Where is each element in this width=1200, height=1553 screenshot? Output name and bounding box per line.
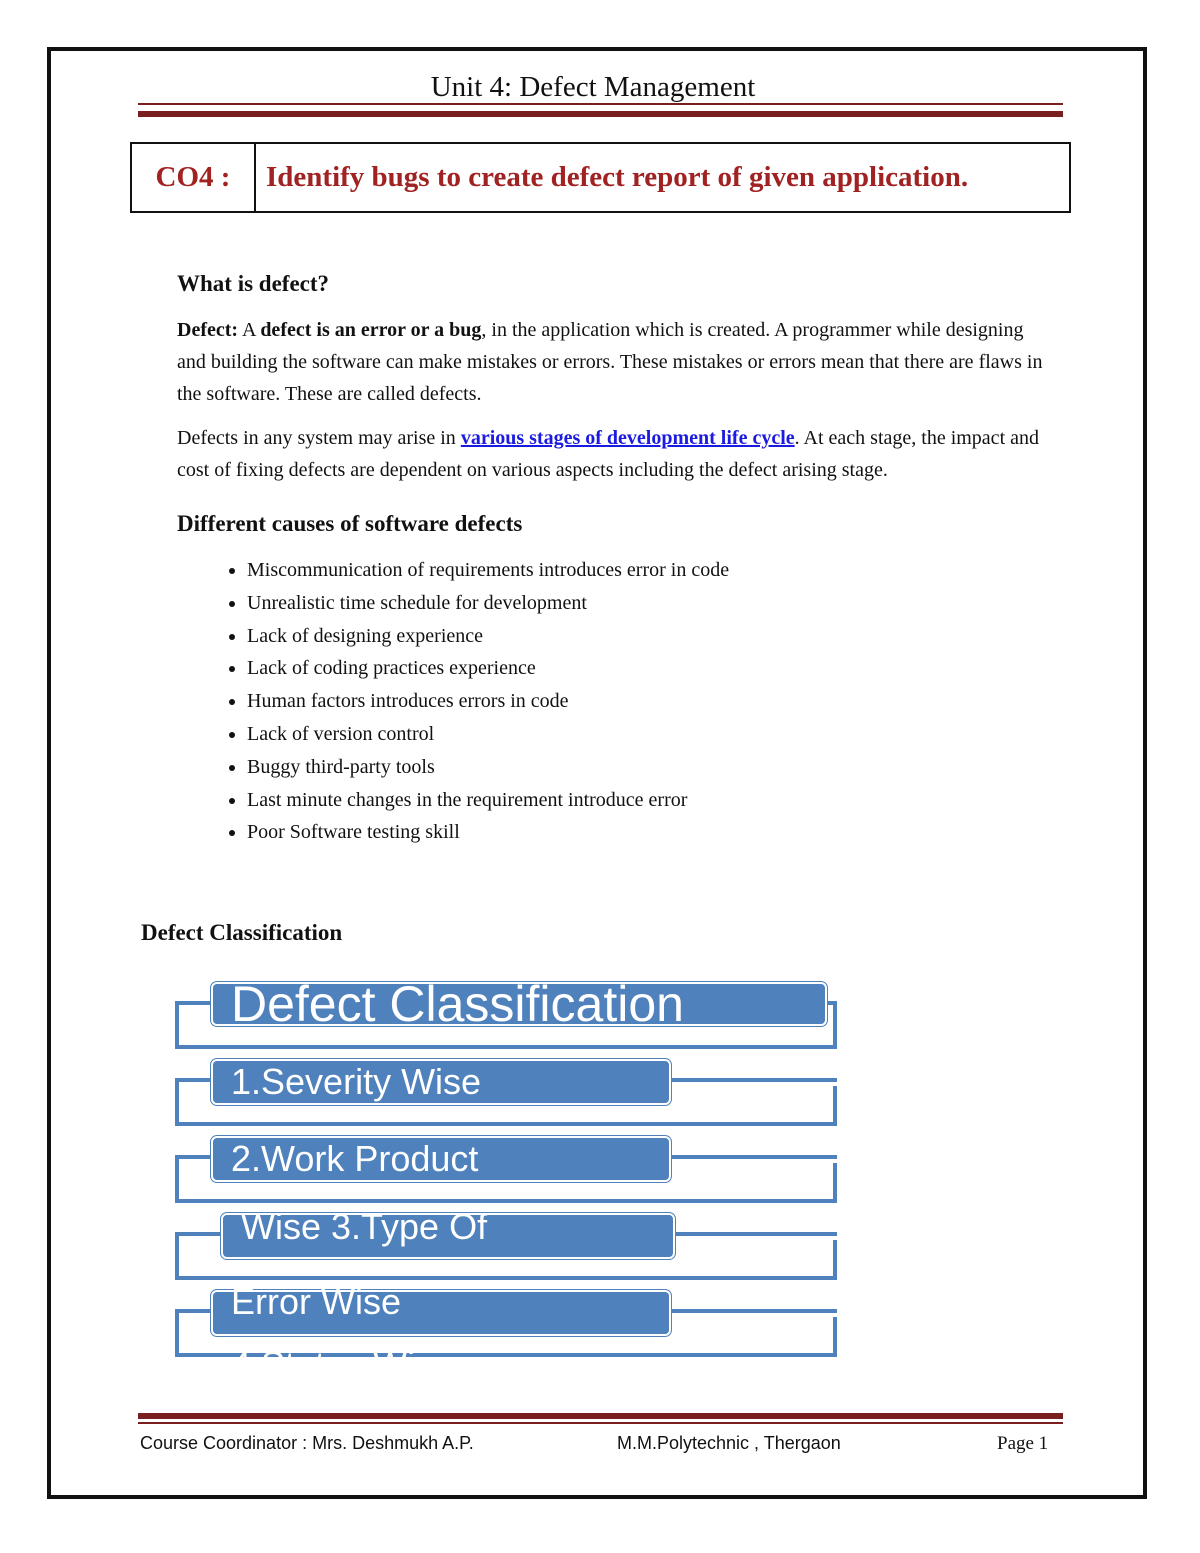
diagram-connector <box>673 1232 837 1236</box>
diagram-item-error-wise: Error Wise <box>211 1290 671 1336</box>
footer-page-number: Page 1 <box>997 1433 1049 1454</box>
diagram-item-severity: 1.Severity Wise <box>211 1059 671 1105</box>
defect-stages-paragraph <box>177 422 1057 486</box>
footer-institute: M.M.Polytechnic , Thergaon <box>617 1433 841 1453</box>
diagram-connector <box>175 1078 213 1082</box>
defect-definition-paragraph <box>177 314 1057 410</box>
list-item: • Lack of designing experience <box>247 620 1057 653</box>
causes-heading: Different causes of software defects <box>177 511 523 536</box>
diagram-item-type-of-error: Wise 3.Type Of <box>221 1213 675 1259</box>
footer-coordinator: Course Coordinator : Mrs. Deshmukh A.P. <box>140 1433 474 1453</box>
main-content <box>177 268 1057 849</box>
defect-def-rest: , in the application which is created. A programmer while designing and building the software can make mistakes or errors. These mistakes or errors mean that there are flaws in the software. These are called defects. <box>177 319 1043 405</box>
what-is-defect-heading: What is defect? <box>177 271 330 296</box>
footer-rule-thick <box>138 1413 1063 1419</box>
defect-def-connector: A <box>238 319 261 341</box>
header-rule-thin <box>138 103 1063 105</box>
diagram-connector <box>669 1078 837 1082</box>
defect-term: Defect: <box>177 319 239 341</box>
course-outcome-text: Identify bugs to create defect report of given application. <box>266 161 969 193</box>
footer-rule-thin <box>138 1422 1063 1424</box>
classification-heading: Defect Classification <box>141 920 343 945</box>
list-item: • Human factors introduces errors in code <box>247 685 1057 718</box>
classification-diagram <box>173 976 843 1385</box>
list-item: • Unrealistic time schedule for development <box>247 587 1057 620</box>
diagram-connector <box>669 1309 837 1313</box>
list-item: • Lack of coding practices experience <box>247 652 1057 685</box>
list-item: • Poor Software testing skill <box>247 816 1057 849</box>
diagram-connector <box>669 1155 837 1159</box>
course-outcome-label: CO4 : <box>132 144 256 211</box>
diagram-title-box: Defect Classification <box>211 982 827 1026</box>
defect-stages-rest: . At each stage, the impact and cost of fixing defects are dependent on various aspects including the defect arising stage. <box>177 427 1039 481</box>
diagram-item-work-product: 2.Work Product <box>211 1136 671 1182</box>
development-life-cycle-link[interactable]: various stages of development life cycle <box>460 427 795 449</box>
list-item: • Last minute changes in the requirement introduce error <box>247 784 1057 817</box>
diagram-connector <box>175 1232 223 1236</box>
list-item: • Miscommunication of requirements introduces error in code <box>247 554 1057 587</box>
list-item: • Buggy third-party tools <box>247 751 1057 784</box>
diagram-connector <box>175 1001 213 1005</box>
list-item: • Lack of version control <box>247 718 1057 751</box>
defect-stages-start: Defects in any system may arise in <box>177 427 461 449</box>
course-outcome-box <box>130 142 1071 213</box>
defect-def-bold: defect is an error or a bug <box>260 319 482 341</box>
diagram-connector <box>175 1155 213 1159</box>
header-rule-thick <box>138 111 1063 117</box>
diagram-item-status-wise: 4.Status Wise <box>231 1344 454 1385</box>
diagram-connector <box>175 1309 213 1313</box>
diagram-tick <box>833 1001 837 1013</box>
page-header-title: Unit 4: Defect Management <box>430 71 756 103</box>
causes-list <box>177 554 1057 849</box>
